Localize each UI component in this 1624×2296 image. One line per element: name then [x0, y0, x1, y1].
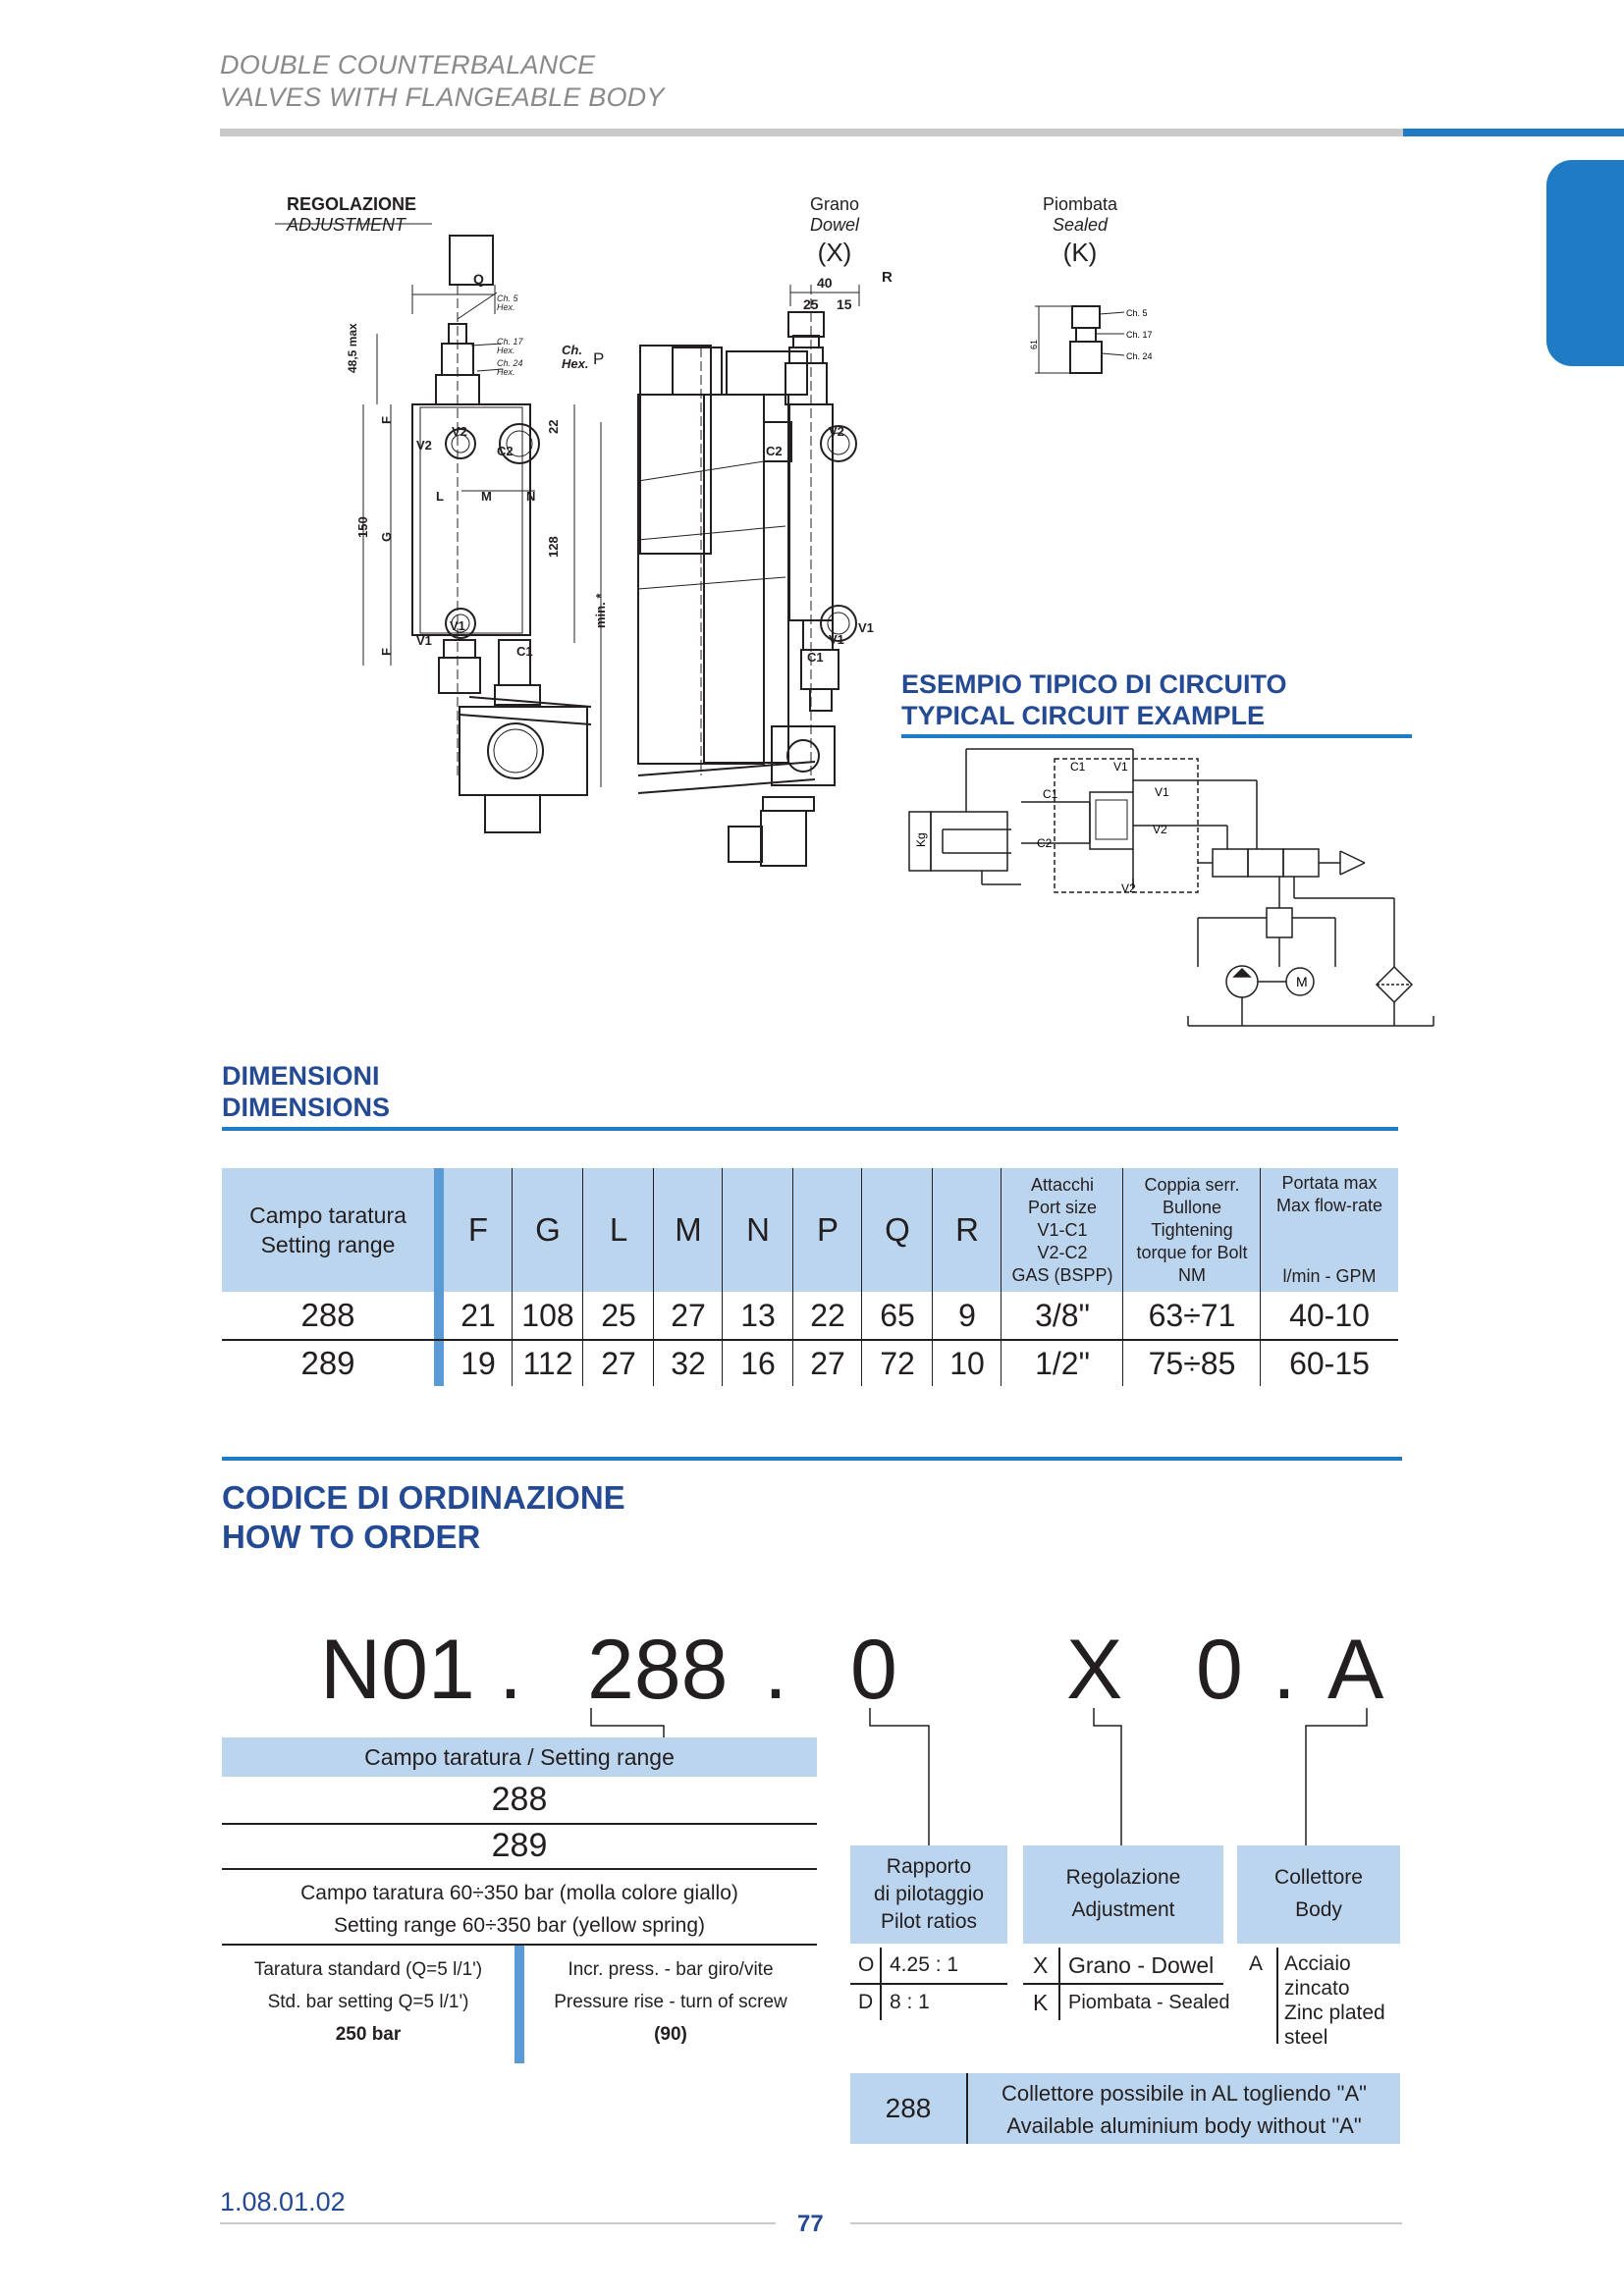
- order-range-divider-2: [222, 1868, 817, 1870]
- dim-F-top: F: [379, 416, 394, 424]
- row-289-N: 16: [740, 1345, 776, 1381]
- circuit-title: [901, 668, 1287, 731]
- port-h1: Attacchi: [1030, 1174, 1095, 1195]
- header-P: P: [793, 1168, 862, 1292]
- dimensions-title-en: DIMENSIONS: [222, 1093, 391, 1122]
- order-code-c: 0: [850, 1623, 897, 1717]
- torque-h4: torque for Bolt: [1136, 1242, 1248, 1262]
- body-sep: [1276, 1948, 1278, 2044]
- bottom-connection-drawing: [628, 687, 825, 903]
- circuit-V2-b: V2: [1121, 881, 1136, 895]
- dim-L: L: [436, 489, 444, 504]
- row-288-M: 27: [671, 1297, 706, 1333]
- port-V2-left: V2: [416, 438, 432, 453]
- port-C2: C2: [497, 444, 514, 458]
- row-288-F: 21: [460, 1297, 496, 1333]
- dim-Q: Q: [473, 271, 484, 287]
- sealed-label-en: Sealed: [1052, 215, 1109, 235]
- ch17-label: [497, 338, 523, 355]
- sealed-adjuster-drawing: [1031, 294, 1168, 422]
- circuit-diagram: [903, 741, 1434, 1036]
- header-G: G: [513, 1168, 583, 1292]
- adjustment-label: [287, 194, 416, 236]
- pilot-h2: di pilotaggio: [873, 1883, 985, 1905]
- dim-48-5: 48,5 max: [346, 323, 359, 373]
- page-number: 77: [797, 2211, 824, 2237]
- ch-hex-label: [562, 344, 588, 371]
- order-range-note-en: Setting range 60÷350 bar (yellow spring): [333, 1914, 706, 1937]
- torque-h3: Tightening: [1151, 1219, 1233, 1240]
- ch24-label: [497, 359, 523, 377]
- footer-rule-left: [220, 2222, 776, 2224]
- header-M: M: [654, 1168, 723, 1292]
- chapter-tab: [1546, 160, 1624, 366]
- adj-h1: Regolazione: [1065, 1866, 1181, 1889]
- adjustment-label-en: ADJUSTMENT: [287, 215, 406, 235]
- side-port-V1: V1: [858, 620, 874, 635]
- flow-h-top: [1276, 1172, 1382, 1217]
- row-288-port: 3/8": [1035, 1297, 1090, 1333]
- pilot-h1: Rapporto: [886, 1855, 972, 1878]
- dimensions-title: [222, 1060, 390, 1123]
- pilot-code-O: O: [858, 1953, 875, 1976]
- row-288-flow: 40-10: [1289, 1297, 1370, 1333]
- order-separator-bar: [514, 1946, 524, 2063]
- body-label: [1284, 1951, 1385, 2050]
- header-R: R: [933, 1168, 1001, 1292]
- svg-text:Ch. 24: Ch. 24: [1126, 351, 1153, 361]
- row-288-Q: 65: [880, 1297, 915, 1333]
- ch5-ch: Ch.: [497, 294, 512, 303]
- header-line-1: DOUBLE COUNTERBALANCE: [220, 50, 596, 80]
- pilot-label-O: 4.25 : 1: [890, 1953, 959, 1976]
- dowel-label: [795, 194, 874, 269]
- order-code-dot-1: .: [499, 1623, 522, 1717]
- dim-G: G: [379, 531, 394, 542]
- adj-label-X: Grano - Dowel: [1068, 1952, 1215, 1978]
- body-row-A: [1237, 1948, 1400, 2049]
- dim-61: 61: [1029, 339, 1039, 349]
- row-288-torque: 63÷71: [1148, 1297, 1236, 1333]
- order-top-rule: [222, 1457, 1402, 1461]
- footer-code: 1.08.01.02: [220, 2187, 346, 2216]
- header-F: F: [444, 1168, 513, 1292]
- dim-25: 25: [803, 296, 819, 312]
- order-code-a: N01: [320, 1623, 475, 1717]
- circuit-V1: V1: [1113, 760, 1128, 774]
- ch17-ch: Ch.: [497, 337, 512, 347]
- row-289-P: 27: [810, 1345, 845, 1381]
- circuit-title-rule: [901, 734, 1412, 738]
- side-port-C2: C2: [766, 444, 783, 458]
- pilot-label-D: 8 : 1: [890, 1991, 930, 2013]
- adj-code-K: K: [1033, 1990, 1049, 2015]
- dim-150: 150: [355, 516, 370, 538]
- row-288-L: 25: [601, 1297, 636, 1333]
- dim-R: R: [882, 269, 893, 286]
- header-port-size: [1001, 1168, 1123, 1292]
- table-separator-bar: [434, 1168, 444, 1386]
- circuit-V2: V2: [1153, 823, 1167, 836]
- row-289-R: 10: [949, 1345, 985, 1381]
- sealed-label-it: Piombata: [1042, 194, 1118, 214]
- std-setting-en: Std. bar setting Q=5 l/1'): [267, 1992, 469, 2012]
- dim-P: P: [593, 349, 605, 368]
- row-289-range: 289: [300, 1345, 355, 1381]
- order-code-e: 0: [1196, 1623, 1243, 1717]
- pilot-row-D: [850, 1985, 1007, 2020]
- order-title-it: CODICE DI ORDINAZIONE: [222, 1479, 625, 1516]
- row-288-N: 13: [740, 1297, 776, 1333]
- svg-text:Ch. 5: Ch. 5: [1126, 308, 1148, 318]
- note-en: Available aluminium body without "A": [1006, 2113, 1362, 2138]
- footer-rule-right: [850, 2222, 1402, 2224]
- side-port-V1-b: V1: [829, 632, 844, 647]
- flow-h3: l/min - GPM: [1282, 1266, 1377, 1286]
- dim-15: 15: [837, 296, 852, 312]
- order-range-288: 288: [491, 1781, 548, 1818]
- header-Q: Q: [862, 1168, 933, 1292]
- aluminium-note: [850, 2073, 1400, 2144]
- row-289-G: 112: [522, 1345, 573, 1381]
- torque-h1: Coppia serr.: [1144, 1174, 1240, 1195]
- dimensions-table: [222, 1168, 1398, 1384]
- pressure-rise-value: (90): [654, 2024, 687, 2045]
- ch17-hex: Hex.: [497, 346, 515, 355]
- port-V1-left: V1: [416, 633, 432, 648]
- order-title-en: HOW TO ORDER: [222, 1519, 481, 1555]
- ch17-value: 17: [513, 337, 523, 347]
- port-h3: V1-C1: [1037, 1219, 1088, 1240]
- adj-label-K: Piombata - Sealed: [1068, 1992, 1230, 2013]
- port-V2: V2: [452, 424, 467, 439]
- side-port-V2: V2: [829, 424, 844, 439]
- order-range-note-it: Campo taratura 60÷350 bar (molla colore giallo): [300, 1882, 738, 1904]
- ch5-hex: Hex.: [497, 302, 515, 312]
- order-title: [222, 1478, 625, 1557]
- dimensions-rule: [222, 1127, 1398, 1131]
- order-range-289: 289: [491, 1827, 548, 1864]
- std-setting-value: 250 bar: [335, 2024, 402, 2045]
- adj-h2: Adjustment: [1071, 1898, 1175, 1921]
- row-289-flow: 60-15: [1289, 1345, 1370, 1381]
- torque-h5: NM: [1178, 1264, 1206, 1285]
- port-h5: GAS (BSPP): [1011, 1264, 1113, 1285]
- order-code-b: 288: [587, 1623, 729, 1717]
- row-289-port: 1/2": [1035, 1345, 1090, 1381]
- circuit-title-en: TYPICAL CIRCUIT EXAMPLE: [901, 701, 1266, 730]
- ch5-label: [497, 294, 518, 312]
- order-code-dot-3: .: [1272, 1623, 1296, 1717]
- pressure-rise-it: Incr. press. - bar giro/vite: [568, 1959, 774, 1980]
- std-setting: [222, 1953, 514, 2051]
- row-289-Q: 72: [880, 1345, 915, 1381]
- torque-h2: Bullone: [1162, 1197, 1222, 1217]
- dim-128: 128: [546, 536, 561, 558]
- order-range-header: Campo taratura / Setting range: [222, 1737, 817, 1777]
- row-288-range: 288: [300, 1297, 355, 1333]
- order-range-note: [222, 1877, 817, 1942]
- ch24-hex: Hex.: [497, 367, 515, 377]
- dim-22: 22: [546, 419, 561, 434]
- header-range: [222, 1168, 434, 1292]
- header-L: L: [583, 1168, 654, 1292]
- page-header: [220, 49, 665, 114]
- circuit-kg: Kg: [914, 832, 928, 847]
- ch24-ch: Ch.: [497, 358, 512, 368]
- side-port-C1: C1: [807, 650, 824, 665]
- adj-row-X: [1023, 1948, 1223, 1985]
- circuit-C1: C1: [1070, 760, 1086, 774]
- dim-F-bottom: F: [379, 648, 394, 656]
- pilot-h3: Pilot ratios: [880, 1910, 978, 1933]
- sealed-label: [1031, 194, 1129, 269]
- body-l4: steel: [1284, 2026, 1328, 2049]
- note-text: [968, 2077, 1400, 2142]
- circuit-motor: M: [1296, 974, 1308, 989]
- svg-text:Ch. 17: Ch. 17: [1126, 330, 1153, 340]
- dowel-label-en: Dowel: [809, 215, 860, 235]
- pilot-ratio-header: [850, 1845, 1007, 1944]
- hex-label: Hex.: [562, 356, 589, 371]
- row-289-F: 19: [460, 1345, 496, 1381]
- body-l1: Acciaio: [1284, 1952, 1351, 1975]
- sealed-code: (K): [1062, 238, 1098, 267]
- body-header: [1237, 1845, 1400, 1944]
- header-N: N: [723, 1168, 793, 1292]
- row-289-L: 27: [601, 1345, 636, 1381]
- circuit-title-it: ESEMPIO TIPICO DI CIRCUITO: [901, 669, 1287, 699]
- dimensions-title-it: DIMENSIONI: [222, 1061, 380, 1091]
- order-code-dot-2: .: [764, 1623, 787, 1717]
- order-code-d: X: [1066, 1623, 1123, 1717]
- adjustment-header: [1023, 1845, 1223, 1944]
- adj-row-K: [1023, 1985, 1230, 2020]
- pressure-rise: [524, 1953, 817, 2051]
- dim-N: N: [526, 489, 536, 504]
- row-289-M: 32: [671, 1345, 706, 1381]
- port-C1: C1: [516, 644, 533, 659]
- header-torque: [1123, 1168, 1261, 1292]
- pilot-code-D: D: [858, 1991, 874, 2013]
- ch24-value: 24: [513, 358, 523, 368]
- row-289-torque: 75÷85: [1148, 1345, 1236, 1381]
- note-code: 288: [885, 2093, 932, 2123]
- circuit-C2: C2: [1037, 836, 1053, 850]
- port-h2: Port size: [1027, 1197, 1098, 1217]
- ch-label: Ch.: [562, 343, 582, 357]
- adjustment-label-it: REGOLAZIONE: [287, 194, 417, 214]
- flow-h1: Portata max: [1281, 1173, 1378, 1193]
- order-code-f: A: [1327, 1623, 1384, 1717]
- port-V1: V1: [450, 618, 465, 633]
- header-rule: [220, 129, 1403, 136]
- body-l3: Zinc plated: [1284, 2002, 1385, 2024]
- body-code-A: A: [1249, 1952, 1264, 1975]
- adj-code-X: X: [1033, 1952, 1049, 1978]
- body-l2: zincato: [1284, 1977, 1350, 2000]
- header-line-2: VALVES WITH FLANGEABLE BODY: [220, 82, 665, 112]
- flow-h2: Max flow-rate: [1275, 1196, 1383, 1215]
- note-it: Collettore possibile in AL togliendo "A": [1001, 2081, 1367, 2106]
- dowel-code: (X): [817, 238, 852, 267]
- row-288-G: 108: [521, 1297, 574, 1333]
- header-rule-accent: [1403, 129, 1624, 136]
- header-range-en: Setting range: [260, 1232, 396, 1257]
- pilot-row-O: [850, 1948, 1007, 1985]
- row-288-R: 9: [958, 1297, 976, 1333]
- ch5-value: 5: [513, 294, 518, 303]
- port-h4: V2-C2: [1037, 1242, 1088, 1262]
- dim-40: 40: [817, 275, 833, 291]
- body-h2: Body: [1295, 1898, 1342, 1921]
- pressure-rise-en: Pressure rise - turn of screw: [554, 1992, 787, 2012]
- dim-M: M: [481, 489, 492, 504]
- circuit-C1-b: C1: [1043, 787, 1058, 801]
- header-flow: [1261, 1168, 1398, 1292]
- body-h1: Collettore: [1274, 1866, 1363, 1889]
- std-setting-it: Taratura standard (Q=5 l/1'): [253, 1959, 483, 1980]
- dim-min: min. *: [593, 593, 608, 628]
- dowel-label-it: Grano: [809, 194, 860, 214]
- header-range-it: Campo taratura: [249, 1202, 406, 1228]
- circuit-V1-b: V1: [1155, 785, 1169, 799]
- row-288-P: 22: [810, 1297, 845, 1333]
